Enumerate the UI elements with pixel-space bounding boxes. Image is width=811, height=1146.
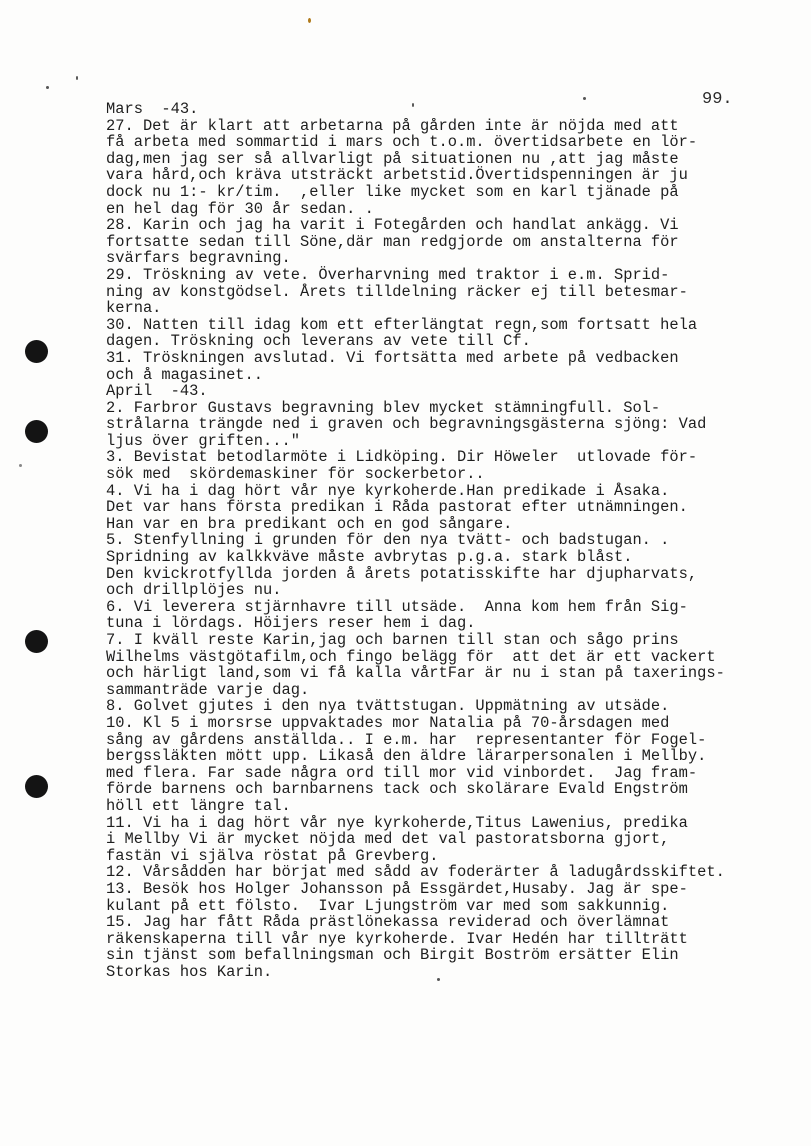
text-line: 28. Karin och jag ha varit i Fotegården och handlat ankägg. Vi <box>106 216 679 235</box>
text-line: Den kvickrotfyllda jorden å årets potatisskifte har djupharvats, <box>106 564 698 583</box>
text-line: 11. Vi ha i dag hört vår nye kyrkoherde,Titus Lawenius, predika <box>106 813 688 832</box>
text-line: sammanträde varje dag. <box>106 680 310 699</box>
text-line: dag,men jag ser så allvarligt på situationen nu ,att jag måste <box>106 149 679 168</box>
punch-hole <box>25 420 48 443</box>
text-line: med flera. Far sade några ord till mor vid vinbordet. Jag fram- <box>106 763 698 782</box>
text-line: 30. Natten till idag kom ett efterlängtat regn,som fortsatt hela <box>106 315 698 334</box>
text-line: sin tjänst som befallningsman och Birgit Boström ersätter Elin <box>106 946 679 965</box>
text-line: April -43. <box>106 382 208 401</box>
text-line: fastän vi själva röstat på Grevberg. <box>106 846 439 865</box>
text-line: 7. I kväll reste Karin,jag och barnen till stan och sågo prins <box>106 631 679 649</box>
text-line: 3. Bevistat betodlarmöte i Lidköping. Dir Höweler utlovade för- <box>106 448 698 467</box>
text-line: Han var en bra predikant och en god sångare. <box>106 514 513 533</box>
text-line: i Mellby Vi är mycket nöjda med det val pastoratsborna gjort, <box>106 830 670 849</box>
text-line: 29. Tröskning av vete. Överharvning med traktor i e.m. Sprid- <box>106 265 670 284</box>
text-line: vara hård,och kräva utsträckt arbetstid.Övertidspenningen är ju <box>106 166 688 185</box>
text-line: och drillplöjes nu. <box>106 581 282 600</box>
text-line: förde barnens och barnbarnens tack och skolärare Evald Engström <box>106 780 688 799</box>
text-line: Storkas hos Karin. <box>106 962 273 981</box>
text-line: höll ett längre tal. <box>106 796 291 815</box>
text-line: och härligt land,som vi få kalla vårtFar är nu i stan på taxerings- <box>106 664 725 683</box>
text-line: 27. Det är klart att arbetarna på gården inte är nöjda med att <box>106 116 679 135</box>
text-line: 13. Besök hos Holger Johansson på Essgärdet,Husaby. Jag är spe- <box>106 879 688 898</box>
text-line: Wilhelms västgötafilm,och fingo belägg för att det är ett vackert <box>106 647 716 666</box>
text-line: 31. Tröskningen avslutad. Vi fortsätta med arbete på vedbacken <box>106 348 679 367</box>
text-line: få arbeta med sommartid i mars och t.o.m. övertidsarbete en lör- <box>106 133 698 152</box>
paper-speck <box>308 18 311 23</box>
punch-hole <box>25 340 48 363</box>
text-line: tuna i lördags. Höijers reser hem i dag. <box>106 614 476 633</box>
text-line: bergssläkten mött upp. Likaså den äldre lärarpersonalen i Mellby. <box>106 747 707 766</box>
text-line: 10. Kl 5 i morsrse uppvaktades mor Natalia på 70-årsdagen med <box>106 713 670 732</box>
paper-speck <box>19 464 22 467</box>
text-line: Det var hans första predikan i Råda pastorat efter utnämningen. <box>106 498 688 517</box>
text-line: Spridning av kalkkväve måste avbrytas p.g.a. stark blåst. <box>106 548 633 567</box>
page-number: 99. <box>702 90 733 109</box>
text-line: sök med skördemaskiner för sockerbetor.. <box>106 465 485 484</box>
paper-speck <box>583 97 586 100</box>
text-line: 6. Vi leverera stjärnhavre till utsäde. Anna kom hem från Sig- <box>106 597 688 616</box>
text-line: 4. Vi ha i dag hört vår nye kyrkoherde.Han predikade i Åsaka. <box>106 481 670 500</box>
text-line: Mars -43. <box>106 100 199 118</box>
text-line: 2. Farbror Gustavs begravning blev mycket stämningfull. Sol- <box>106 398 661 417</box>
text-line: och å magasinet.. <box>106 365 264 384</box>
punch-hole <box>25 775 48 798</box>
text-line: fortsatte sedan till Söne,där man redgjorde om anstalterna för <box>106 232 679 251</box>
text-line: 12. Vårsådden har börjat med sådd av foderärter å ladugårdsskiftet. <box>106 863 725 882</box>
text-line: 5. Stenfyllning i grunden för den nya tvätt- och badstugan. . <box>106 531 670 550</box>
text-line: en hel dag för 30 år sedan. . <box>106 199 374 218</box>
text-line: ljus över griften..." <box>106 431 300 450</box>
text-line: kerna. <box>106 299 162 318</box>
text-line: 15. Jag har fått Råda prästlönekassa reviderad och överlämnat <box>106 913 670 932</box>
punch-hole <box>25 630 48 653</box>
text-line: kulant på ett fölsto. Ivar Ljungström var med som sakkunnig. <box>106 896 670 915</box>
paper-speck <box>76 76 78 80</box>
text-line: strålarna trängde ned i graven och begravningsgästerna sjöng: Vad <box>106 415 707 434</box>
text-line: svärfars begravning. <box>106 249 291 268</box>
text-line: 8. Golvet gjutes i den nya tvättstugan. Uppmätning av utsäde. <box>106 697 670 716</box>
text-line: räkenskaperna till vår nye kyrkoherde. Ivar Hedén har tillträtt <box>106 929 688 948</box>
text-line: dagen. Tröskning och leverans av vete till Cf. <box>106 332 531 351</box>
text-line: dock nu 1:- kr/tim. ,eller like mycket som en karl tjänade på <box>106 182 679 201</box>
diary-text <box>106 101 786 980</box>
text-line: ning av konstgödsel. Årets tilldelning räcker ej till betesmar- <box>106 282 688 301</box>
paper-speck <box>46 86 49 89</box>
text-line: sång av gårdens anställda.. I e.m. har representanter för Fogel- <box>106 730 707 749</box>
